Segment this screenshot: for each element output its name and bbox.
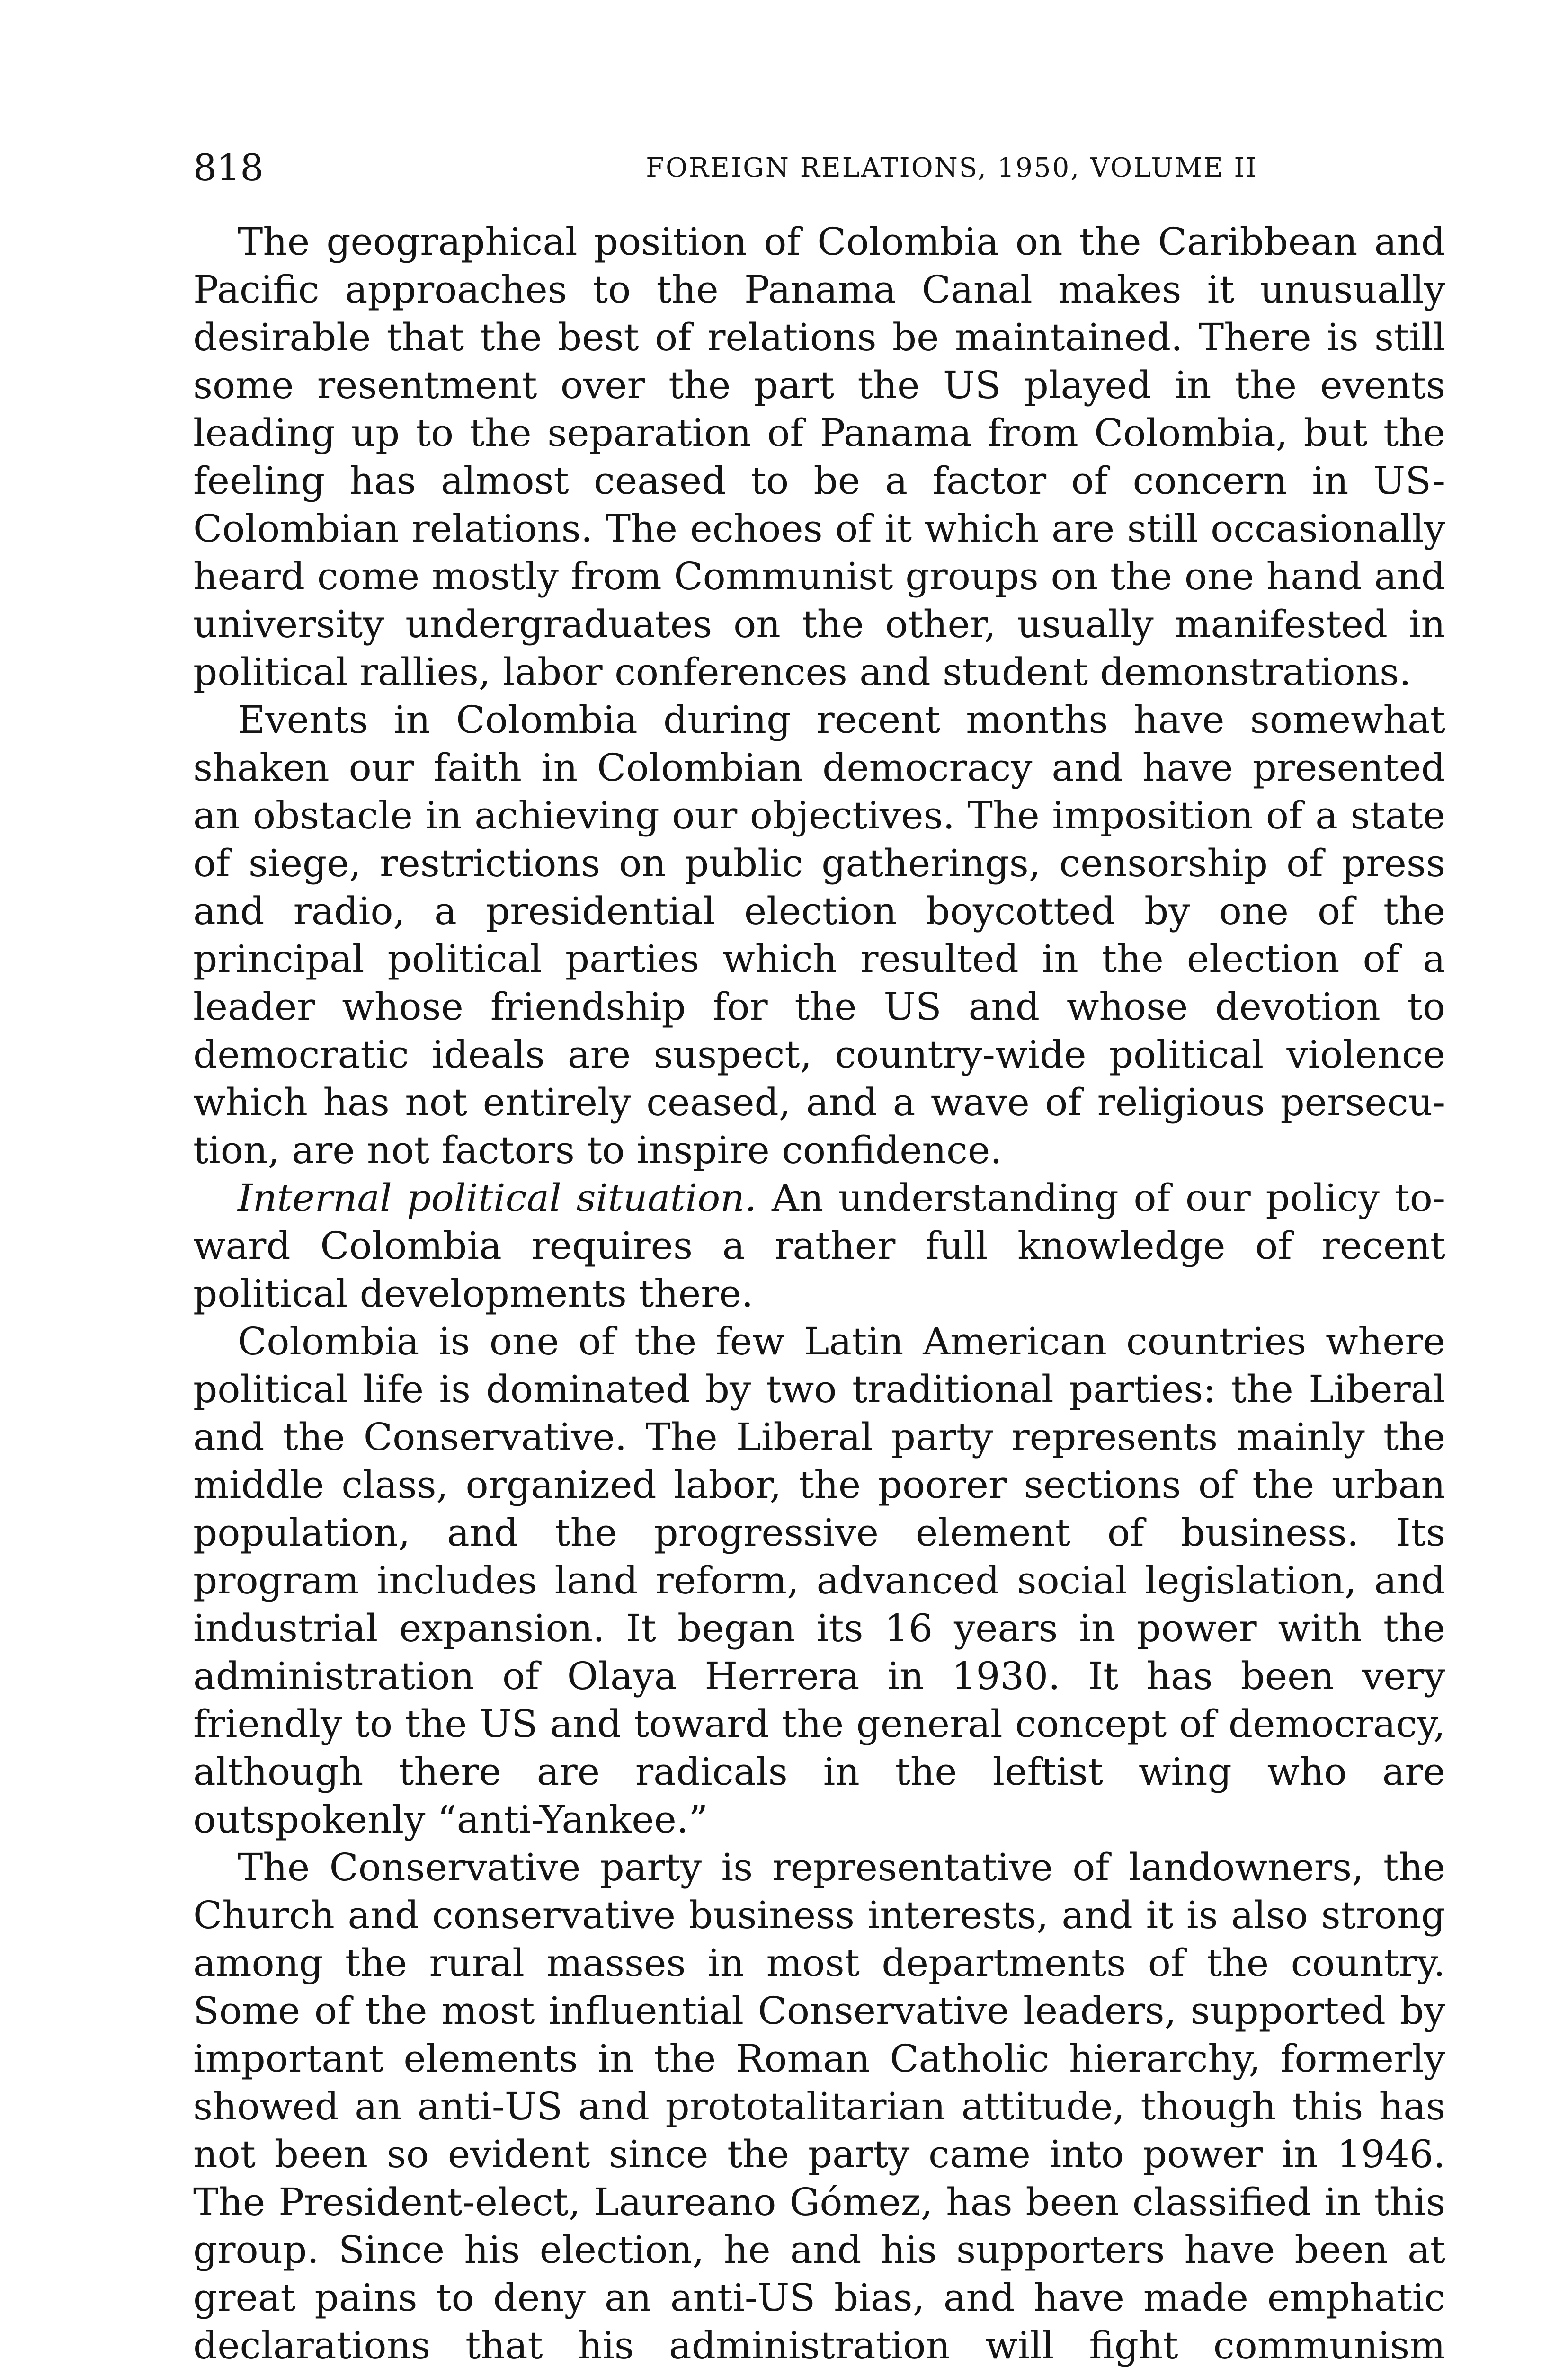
paragraph-5: The Conservative party is representative of landowners, the Church and conservative business interests, and it is also strong among the rural masses in most departments of the country. Some of the most influential Conservative leaders, supported by important elements in the Roman Catholic hierarchy, formerly showed an anti-US and prototalitarian attitude, though this has not been so evident since the party came into power in 1946. The President-elect, Laureano Gómez, has been classified in this group. Since his election, he and his supporters have been at great pains to deny an anti-US bias, and have made emphatic declarations that his administration will fight communism <box>193 1845 1445 2367</box>
page-number: 818 <box>193 147 264 189</box>
paragraph-4: Colombia is one of the few Latin American countries where political life is dominated by two traditional parties: the Liberal and the Conservative. The Liberal party represents mainly the middle class, organized labor, the poorer sections of the urban population, and the progressive element of business. Its program includes land reform, advanced social legislation, and industrial expansion. It began its 16 years in power with the administration of Olaya Herrera in 1930. It has been very friendly to the US and toward the general concept of democracy, although there are radicals in the leftist wing who are outspokenly “anti-Yankee.” <box>193 1319 1445 1842</box>
paragraph-3 <box>193 1174 1445 1317</box>
paragraph-2: Events in Colombia during recent months have somewhat shaken our faith in Colombian democracy and have presented an obstacle in achieving our objectives. The imposition of a state of siege, restrictions on public gatherings, censorship of press and radio, a presidential election boycotted by one of the principal political parties which resulted in the election of a leader whose friendship for the US and whose devotion to democratic ideals are suspect, country-wide political violence which has not entirely ceased, and a wave of religious persecution, are not factors to inspire confidence. <box>193 698 1445 1172</box>
running-head: FOREIGN RELATIONS, 1950, VOLUME II <box>646 152 1258 183</box>
paragraph-3-text: An understanding of our policy toward Colombia requires a rather full knowledge of recent political developments there. <box>193 1176 1446 1316</box>
body-text <box>193 218 1445 2367</box>
document-page <box>193 142 1445 2367</box>
paragraph-1: The geographical position of Colombia on the Caribbean and Pacific approaches to the Panama Canal makes it unusually desirable that the best of relations be maintained. There is still some resentment over the part the US played in the events leading up to the separation of Panama from Colombia, but the feeling has almost ceased to be a factor of concern in US-Colombian relations. The echoes of it which are still occasionally heard come mostly from Communist groups on the one hand and university undergraduates on the other, usually manifested in political rallies, labor conferences and student demonstrations. <box>193 220 1445 694</box>
page-header <box>193 142 1445 194</box>
section-heading: Internal political situation. <box>238 1176 757 1220</box>
